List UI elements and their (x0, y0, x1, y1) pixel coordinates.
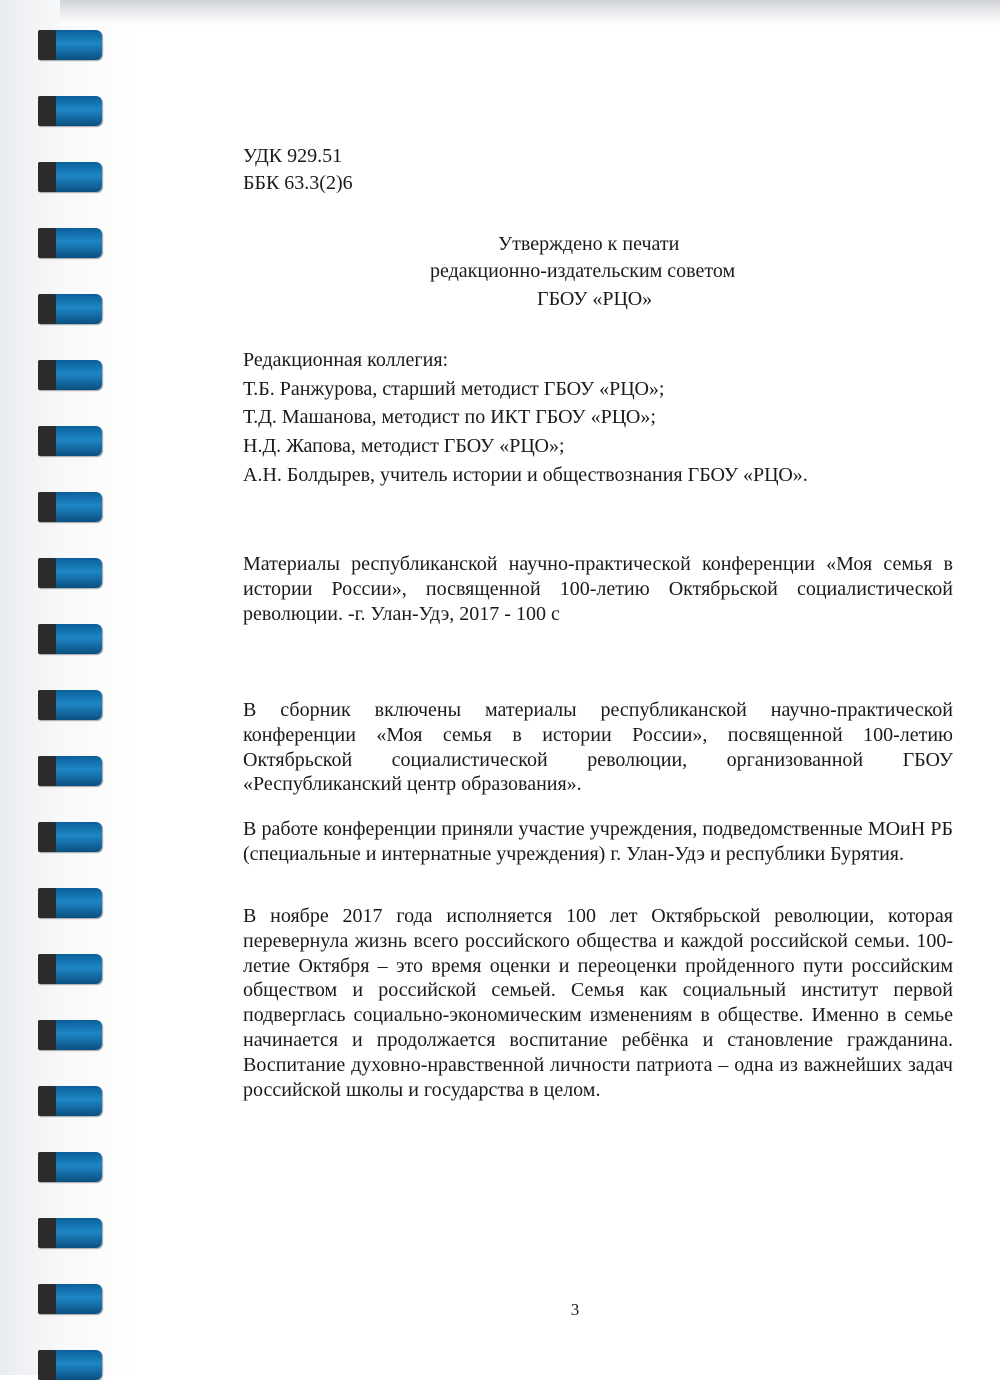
udk-code: УДК 929.51 (243, 145, 343, 167)
binding-coil (38, 1086, 102, 1116)
binding-coil (38, 624, 102, 654)
citation-paragraph: Материалы республиканской научно-практической конференции «Моя семья в истории России», посвященной 100-летию Октябрьской социалистической революции. -г. Улан-Удэ, 2017 - 100 с (243, 553, 953, 625)
binding-coil (38, 756, 102, 786)
page-number: 3 (570, 1300, 580, 1319)
binding-coil (38, 822, 102, 852)
board-member: Т.Д. Машанова, методист по ИКТ ГБОУ «РЦО»; (243, 406, 656, 428)
binding-coil (38, 30, 102, 60)
binding-coil (38, 1020, 102, 1050)
binding-coil (38, 1152, 102, 1182)
binding-coil (38, 426, 102, 456)
spiral-binding (38, 0, 108, 1375)
body-paragraph: В ноябре 2017 года исполняется 100 лет Октябрьской революции, которая перевернула жизнь всего российского общества и каждой российской семьи. 100-летие Октября – это время оценки и переоценки пройденного пути российским обществом и российской семьей. Семья как социальный институт первой подверглась социально-экономическим изменениям в обществе. Именно в семье начинается и продолжается воспитание ребёнка и становление гражданина. Воспитание духовно-нравственной личности патриота – одна из важнейших задач российской школы и государства в целом. (243, 905, 953, 1101)
approval-line-1: Утверждено к печати (498, 233, 680, 255)
binding-coil (38, 360, 102, 390)
board-member: Т.Б. Ранжурова, старший методист ГБОУ «РЦО»; (243, 378, 665, 400)
binding-coil (38, 1284, 102, 1314)
board-title: Редакционная коллегия: (243, 349, 449, 371)
binding-coil (38, 690, 102, 720)
body-paragraph: В сборник включены материалы республиканской научно-практической конференции «Моя семья в истории России», посвященной 100-летию Октябрьской социалистической революции, организованной ГБОУ «Республиканский центр образования». (243, 699, 953, 796)
approval-line-2: редакционно-издательским советом (430, 260, 736, 282)
binding-coil (38, 558, 102, 588)
binding-coil (38, 954, 102, 984)
binding-coil (38, 1350, 102, 1380)
page-top-edge (60, 0, 1000, 26)
binding-coil (38, 492, 102, 522)
binding-coil (38, 294, 102, 324)
binding-coil (38, 228, 102, 258)
body-paragraph: В работе конференции приняли участие учреждения, подведомственные МОиН РБ (специальные и интернатные учреждения) г. Улан-Удэ и республики Бурятия. (243, 818, 953, 865)
bbk-code: ББК 63.3(2)6 (243, 172, 353, 194)
approval-line-3: ГБОУ «РЦО» (537, 288, 653, 310)
board-member: А.Н. Болдырев, учитель истории и обществознания ГБОУ «РЦО». (243, 464, 808, 486)
binding-coil (38, 888, 102, 918)
binding-coil (38, 162, 102, 192)
binding-coil (38, 1218, 102, 1248)
board-member: Н.Д. Жапова, методист ГБОУ «РЦО»; (243, 435, 565, 457)
binding-coil (38, 96, 102, 126)
